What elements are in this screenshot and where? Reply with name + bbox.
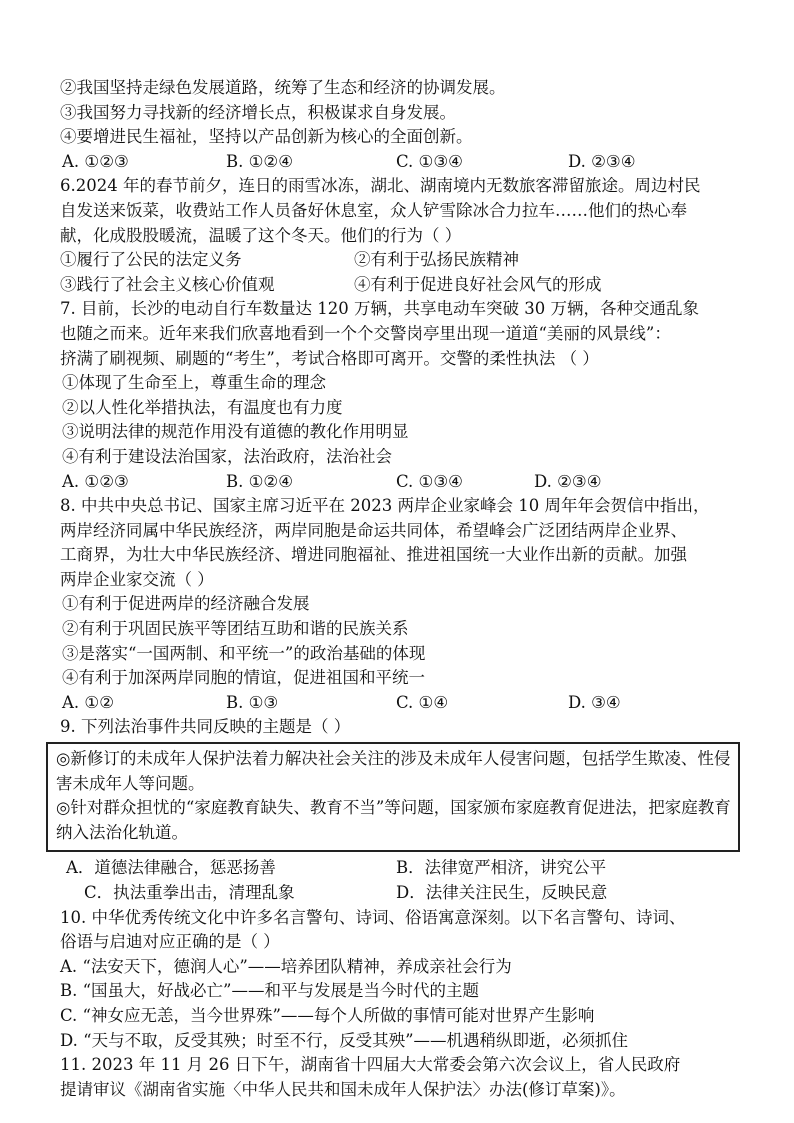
q11-stem-line-1: 11. 2023 年 11 月 26 日下午，湖南省十四届大大常委会第六次会议上，省人民政府 — [60, 1055, 681, 1075]
q8-statement-3: ③是落实“一国两制、和平统一”的政治基础的体现 — [62, 643, 426, 663]
q7-statement-4: ④有利于建设法治国家，法治政府，法治社会 — [62, 446, 392, 466]
q9-options-row-2 — [60, 881, 750, 906]
q7-option-d[interactable]: D. ②③④ — [534, 471, 602, 491]
q9-options-row-1 — [60, 856, 750, 881]
q8-option-b[interactable]: B. ①③ — [226, 692, 279, 712]
q8-statement-4: ④有利于加深两岸同胞的情谊，促进祖国和平统一 — [62, 668, 425, 688]
q8-options — [60, 691, 750, 716]
q6-statement-3: ③践行了社会主义核心价值观 — [60, 274, 275, 294]
q6-stem-line-2: 自发送来饭菜，收费站工作人员备好休息室，众人铲雪除冰合力拉车……他们的热心奉 — [60, 200, 687, 220]
q10-stem-line-2: 俗语与启迪对应正确的是（ ） — [60, 932, 280, 952]
q7-options — [60, 470, 750, 495]
q10-stem-line-1: 10. 中华优秀传统文化中许多名言警句、诗词、俗语寓意深刻。以下名言警句、诗词、 — [60, 907, 686, 927]
q8-stem-line-3: 工商界，为壮大中华民族经济、增进同胞福祉、推进祖国统一大业作出新的贡献。加强 — [60, 545, 687, 565]
q7-statement-3: ③说明法律的规范作用没有道德的教化作用明显 — [62, 422, 409, 442]
q9-option-d[interactable]: D．法律关注民生，反映民意 — [396, 883, 608, 902]
q5-options — [60, 150, 750, 175]
q11-stem-line-2: 提请审议《湖南省实施〈中华人民共和国未成年人保护法〉办法(修订草案)》。 — [60, 1079, 626, 1099]
q8-option-d[interactable]: D. ③④ — [568, 692, 621, 712]
q9-material-1: ◎新修订的未成年人保护法着力解决社会关注的涉及未成年人侵害问题，包括学生欺凌、性侵害未成年人等问题。 — [56, 749, 731, 793]
q10-option-b[interactable]: B. “国虽大，好战必亡”——和平与发展是当今时代的主题 — [60, 981, 479, 1001]
q7-stem-line-1: 7. 目前，长沙的电动自行车数量达 120 万辆，共享电动车突破 30 万辆，各种交通乱象 — [60, 299, 699, 319]
q9-stem: 9. 下列法治事件共同反映的主题是（ ） — [60, 717, 351, 737]
q8-stem-line-1: 8. 中共中央总书记、国家主席习近平在 2023 两岸企业家峰会 10 周年年会贺信中指出， — [60, 496, 710, 516]
q5-option-d[interactable]: D. ②③④ — [568, 151, 636, 171]
q6-statement-2: ②有利于弘扬民族精神 — [354, 250, 519, 270]
q5-option-c[interactable]: C. ①③④ — [396, 151, 463, 171]
q5-statement-2: ②我国坚持走绿色发展道路，统筹了生态和经济的协调发展。 — [60, 78, 506, 97]
q8-statement-1: ①有利于促进两岸的经济融合发展 — [62, 594, 310, 614]
q7-option-b[interactable]: B. ①②④ — [226, 471, 293, 491]
q7-stem-line-2: 也随之而来。近年来我们欣喜地看到一个个交警岗亭里出现一道道“美丽的风景线”： — [60, 323, 671, 343]
q6-statement-4: ④有利于促进良好社会风气的形成 — [354, 274, 602, 294]
q8-option-a[interactable]: A. ①② — [62, 692, 114, 712]
q5-statement-4: ④要增进民生福祉，坚持以产品创新为核心的全面创新。 — [60, 127, 473, 147]
q7-option-c[interactable]: C. ①③④ — [396, 471, 463, 491]
q9-material-2: ◎针对群众担忧的“家庭教育缺失、教育不当”等问题，国家颁布家庭教育促进法，把家庭教育纳入法治化轨道。 — [56, 798, 731, 842]
q7-statement-1: ①体现了生命至上，尊重生命的理念 — [62, 373, 326, 393]
q10-option-a[interactable]: A. “法安天下，德润人心”——培养团队精神，养成亲社会行为 — [60, 956, 512, 976]
q6-statements-row-1 — [60, 248, 750, 273]
q7-stem-line-3: 挤满了刷视频、刷题的“考生”，考试合格即可离开。交警的柔性执法 （ ） — [60, 348, 599, 368]
q10-option-c[interactable]: C. “神女应无恙，当今世界殊”——每个人所做的事情可能对世界产生影响 — [60, 1005, 595, 1025]
q7-option-a[interactable]: A. ①②③ — [62, 471, 129, 491]
q8-option-c[interactable]: C. ①④ — [396, 692, 449, 712]
q6-statement-1: ①履行了公民的法定义务 — [60, 250, 242, 270]
q8-statement-2: ②有利于巩固民族平等团结互助和谐的民族关系 — [62, 619, 409, 639]
q6-stem-line-1: 6.2024 年的春节前夕，连日的雨雪冰冻，湖北、湖南境内无数旅客滞留旅途。周边村民 — [60, 176, 701, 196]
q5-statement-3: ③我国努力寻找新的经济增长点，积极谋求自身发展。 — [60, 102, 456, 122]
q9-material-box — [46, 742, 740, 852]
q9-option-c[interactable]: C．执法重拳出击，清理乱象 — [84, 883, 295, 902]
q10-option-d[interactable]: D. “天与不取，反受其殃；时至不行，反受其殃”——机遇稍纵即逝，必须抓住 — [60, 1030, 629, 1050]
exam-page — [56, 76, 750, 1102]
q6-stem-line-3: 献，化成股股暖流，温暖了这个冬天。他们的行为（ ） — [60, 225, 462, 245]
q7-statement-2: ②以人性化举措执法，有温度也有力度 — [62, 397, 343, 417]
q8-stem-line-4: 两岸企业家交流（ ） — [60, 569, 214, 589]
q6-statements-row-2 — [60, 273, 750, 298]
q5-option-a[interactable]: A. ①②③ — [62, 151, 129, 171]
q9-option-b[interactable]: B．法律宽严相济，讲究公平 — [396, 858, 607, 878]
q8-stem-line-2: 两岸经济同属中华民族经济，两岸同胞是命运共同体，希望峰会广泛团结两岸企业界、 — [60, 520, 687, 540]
q5-option-b[interactable]: B. ①②④ — [226, 151, 293, 171]
q9-option-a[interactable]: A．道德法律融合，惩恶扬善 — [66, 858, 276, 878]
